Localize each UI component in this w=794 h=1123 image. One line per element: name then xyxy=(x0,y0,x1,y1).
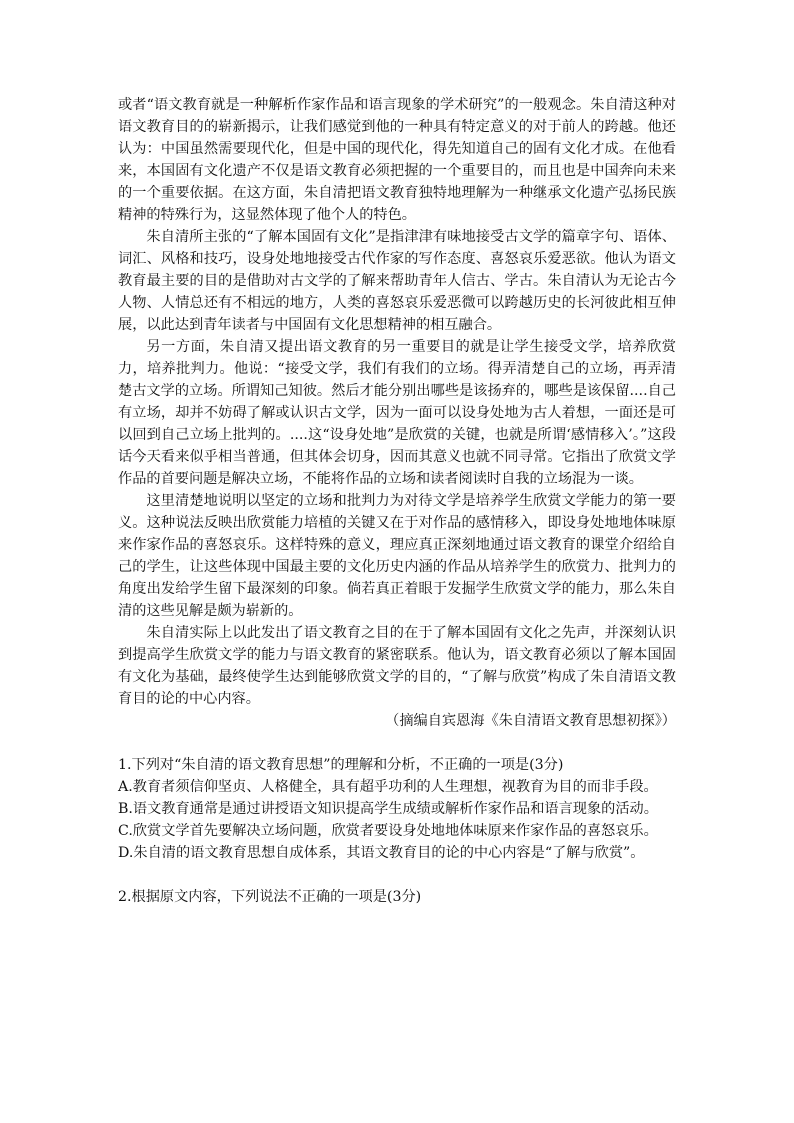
article-paragraph-1: 或者“语文教育就是一种解析作家作品和语言现象的学术研究”的一般观念。朱自清这种对语文教育目的的崭新揭示，让我们感觉到他的一种具有特定意义的对于前人的跨越。他还认为：中国虽然需要现代化，但是中国的现代化，得先知道自己的固有文化才成。在他看来，本国固有文化遗产不仅是语文教育必须把握的一个重要目的，而且也是中国奔向未来的一个重要依据。在这方面，朱自清把语文教育独特地理解为一种继承文化遗产弘扬民族精神的特殊行为，这显然体现了他个人的特色。 xyxy=(118,97,676,223)
question-1 xyxy=(118,754,676,864)
section-gap xyxy=(118,732,676,754)
article-paragraph-4: 这里清楚地说明以坚定的立场和批判力为对待文学是培养学生欣赏文学能力的第一要义。这种说法反映出欣赏能力培植的关键又在于对作品的感情移入，即设身处地地体味原来作家作品的喜怒哀乐。这样特殊的意义，理应真正深刻地通过语文教育的课堂介绍给自己的学生，让这些体现中国最主要的文化历史内涵的作品从培养学生的欣赏力、批判力的角度出发给学生留下最深刻的印象。倘若真正着眼于发掘学生欣赏文学的能力，那么朱自清的这些见解是颇为崭新的。 xyxy=(118,493,676,619)
article-paragraph-3: 另一方面，朱自清又提出语文教育的另一重要目的就是让学生接受文学，培养欣赏力，培养批判力。他说：“接受文学，我们有我们的立场。得弄清楚自己的立场，再弄清楚古文学的立场。所谓知己知彼。然后才能分别出哪些是该扬弃的，哪些是该保留....自己有立场，却并不妨碍了解或认识古文学，因为一面可以设身处地为古人着想，一面还是可以回到自己立场上批判的。....这“设身处地”是欣赏的关键，也就是所谓‘感情移入’。”这段话今天看来似乎相当普通，但其体会切身，因而其意义也就不同寻常。它指出了欣赏文学作品的首要问题是解决立场，不能将作品的立场和读者阅读时自我的立场混为一谈。 xyxy=(118,339,676,487)
question-1-option-d: D.朱自清的语文教育思想自成体系，其语文教育目的论的中心内容是“了解与欣赏”。 xyxy=(118,845,645,861)
document-page xyxy=(118,94,676,908)
article-paragraph-5: 朱自清实际上以此发出了语文教育之目的在于了解本国固有文化之先声，并深刻认识到提高学生欣赏文学的能力与语文教育的紧密联系。他认为，语文教育必须以了解本国固有文化为基础，最终使学生达到能够欣赏文学的目的，“了解与欣赏”构成了朱自清语文教育目的论的中心内容。 xyxy=(118,625,676,707)
article-paragraph-2: 朱自清所主张的“了解本国固有文化”是指津津有味地接受古文学的篇章字句、语体、词汇、风格和技巧，设身处地地接受古代作家的写作态度、喜怒哀乐爱恶欲。他认为语文教育最主要的目的是借助对古文学的了解来帮助青年人信古、学古。朱自清认为无论古今人物、人情总还有不相远的地方，人类的喜怒哀乐爱恶微可以跨越历史的长河彼此相互伸展，以此达到青年读者与中国固有文化思想精神的相互融合。 xyxy=(118,229,676,333)
question-2-stem: 2.根据原文内容，下列说法不正确的一项是(3分) xyxy=(118,889,422,905)
question-2 xyxy=(118,886,676,908)
question-1-option-c: C.欣赏文学首先要解决立场问题，欣赏者要设身处地地体味原来作家作品的喜怒哀乐。 xyxy=(118,823,658,839)
question-1-option-b: B.语文教育通常是通过讲授语文知识提高学生成绩或解析作家作品和语言现象的活动。 xyxy=(118,801,658,817)
question-1-stem: 1.下列对“朱自清的语文教育思想”的理解和分析，不正确的一项是(3分) xyxy=(118,757,564,773)
section-gap xyxy=(118,864,676,886)
article-source: （摘编自宾恩海《朱自清语文教育思想初探》） xyxy=(385,713,676,729)
question-1-option-a: A.教育者须信仰坚贞、人格健全，具有超乎功利的人生理想，视教育为目的而非手段。 xyxy=(118,779,658,795)
